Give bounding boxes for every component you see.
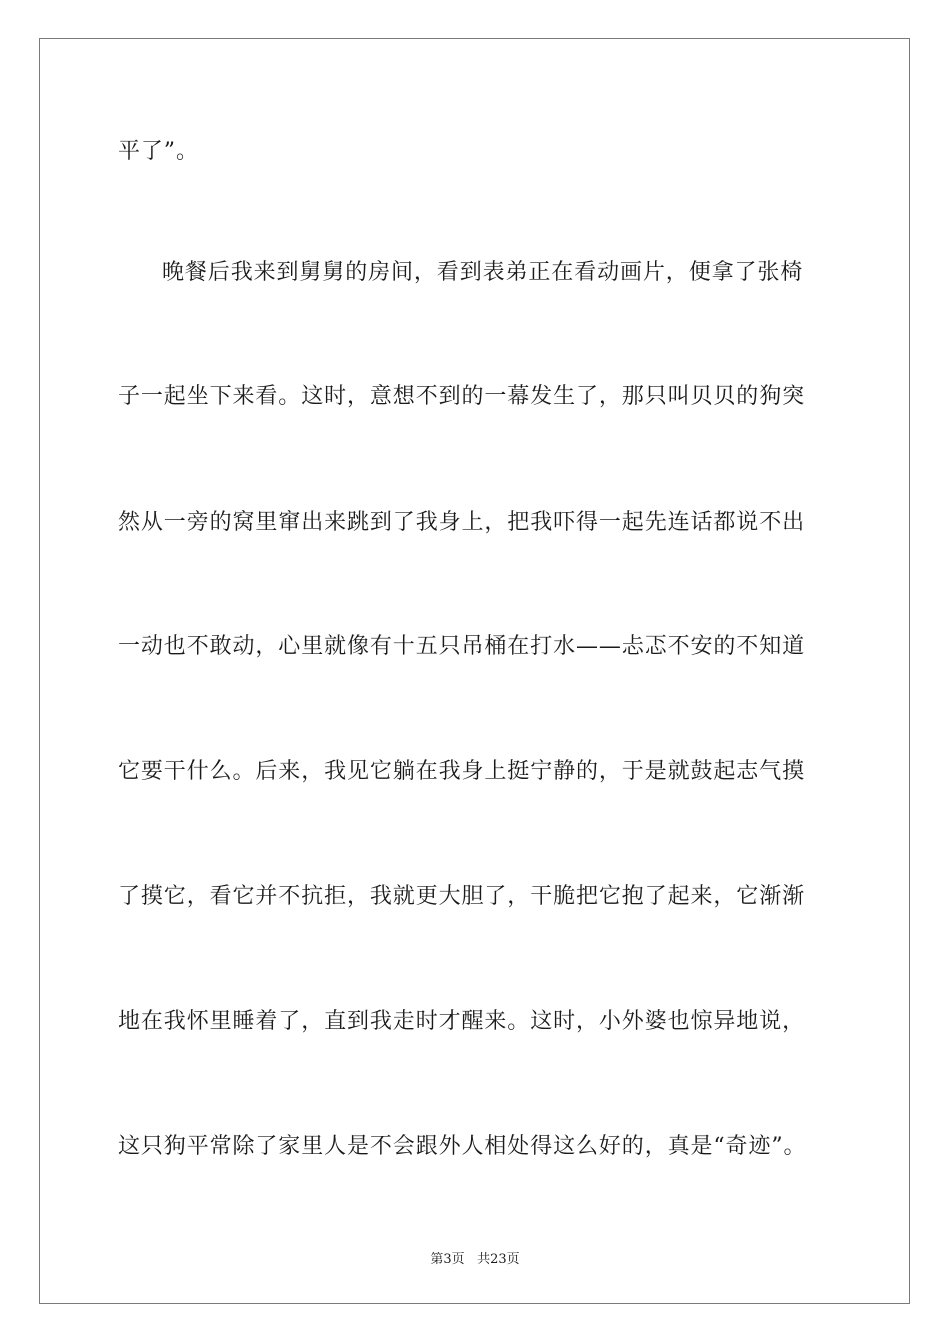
text-line-8: 地在我怀里睡着了，直到我走时才醒来。这时，小外婆也惊异地说， <box>118 1009 806 1034</box>
text-line-1: 平了”。 <box>118 139 199 164</box>
page-footer <box>0 1248 950 1267</box>
current-page-label: 第3页 <box>430 1252 465 1267</box>
text-line-2: 晚餐后我来到舅舅的房间，看到表弟正在看动画片，便拿了张椅 <box>162 260 804 285</box>
text-line-5: 一动也不敢动，心里就像有十五只吊桶在打水——忐忑不安的不知道 <box>118 634 806 659</box>
text-line-3: 子一起坐下来看。这时，意想不到的一幕发生了，那只叫贝贝的狗突 <box>118 384 806 409</box>
text-line-6: 它要干什么。后来，我见它躺在我身上挺宁静的，于是就鼓起志气摸 <box>118 759 806 784</box>
text-line-9: 这只狗平常除了家里人是不会跟外人相处得这么好的，真是“奇迹”。 <box>118 1134 807 1159</box>
page-frame <box>39 38 910 1304</box>
total-pages-label: 共23页 <box>477 1252 520 1267</box>
text-line-7: 了摸它，看它并不抗拒，我就更大胆了，干脆把它抱了起来，它渐渐 <box>118 884 806 909</box>
text-line-4: 然从一旁的窝里窜出来跳到了我身上，把我吓得一起先连话都说不出 <box>118 510 806 535</box>
